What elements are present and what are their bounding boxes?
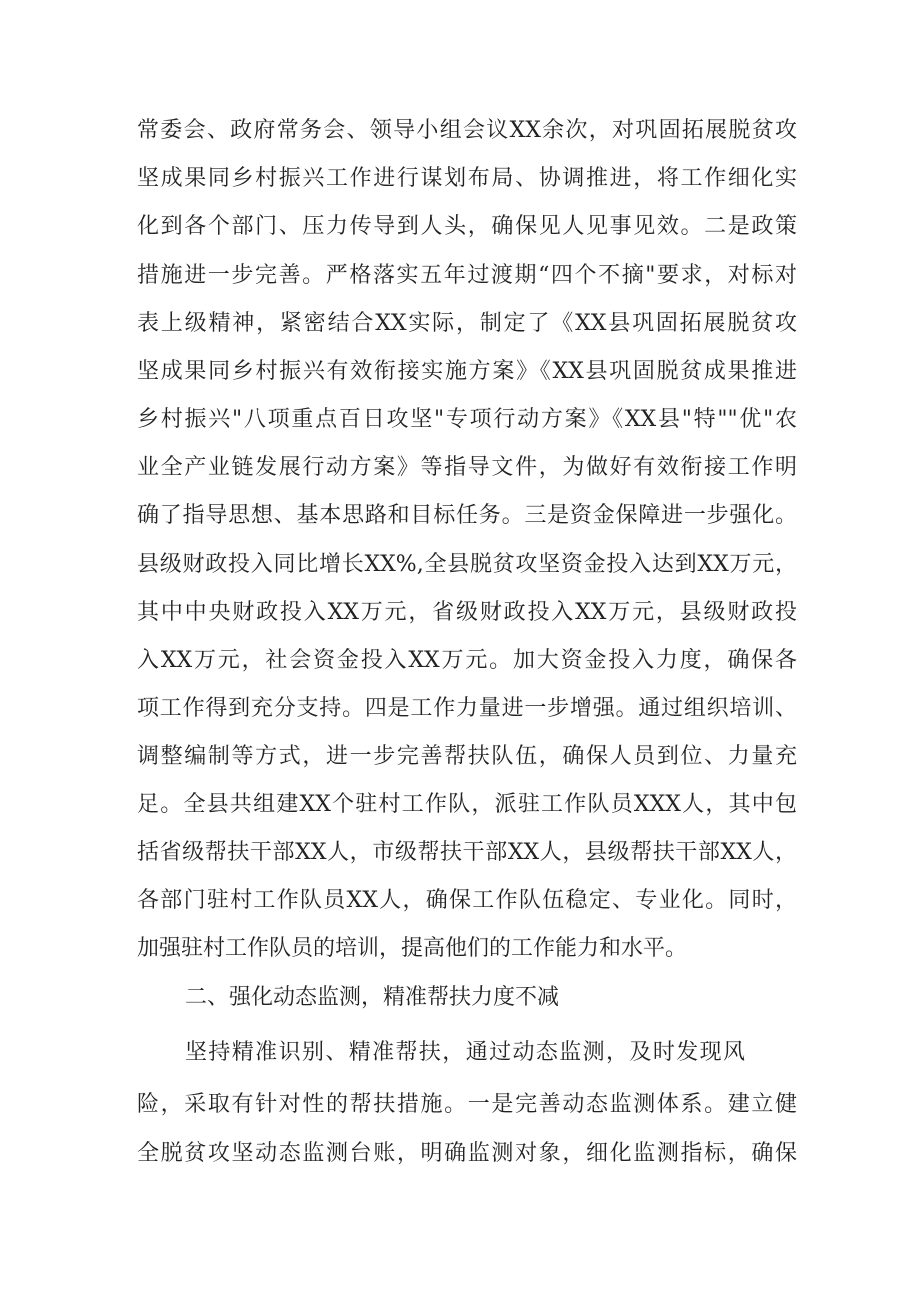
body-text-line: 表上级精神，紧密结合XX实际，制定了《XX县巩固拓展脱贫攻 [137,311,797,336]
body-text-line: 坚成果同乡村振兴工作进行谋划布局、协调推进，将工作细化实 [137,166,797,191]
body-text-line: 坚成果同乡村振兴有效衔接实施方案》《XX县巩固脱贫成果推进 [137,359,797,384]
body-text-line: 险，采取有针对性的帮扶措施。一是完善动态监测体系。建立健 [137,1092,797,1117]
body-text-line: 乡村振兴"八项重点百日攻坚"专项行动方案》《XX县"特""优"农 [137,407,797,432]
body-text-line: 措施进一步完善。严格落实五年过渡期“四个不摘"要求，对标对 [137,263,797,288]
body-text-line: 入XX万元，社会资金投入XX万元。加大资金投入力度，确保各 [137,648,797,673]
body-text-line: 确了指导思想、基本思路和目标任务。三是资金保障进一步强化。 [137,503,797,528]
paragraph-first-line: 坚持精准识别、精准帮扶，通过动态监测，及时发现风 [185,1040,745,1065]
body-text-line: 各部门驻村工作队员XX人，确保工作队伍稳定、专业化。同时， [137,888,797,913]
body-text-line: 全脱贫攻坚动态监测台账，明确监测对象，细化监测指标，确保 [137,1141,797,1166]
body-text-line: 加强驻村工作队员的培训，提高他们的工作能力和水平。 [137,936,688,961]
body-text-line: 其中中央财政投入XX万元，省级财政投入XX万元，县级财政投 [137,600,797,625]
body-text-line: 业全产业链发展行动方案》等指导文件，为做好有效衔接工作明 [137,455,797,480]
body-text-line: 常委会、政府常务会、领导小组会议XX余次，对巩固拓展脱贫攻 [137,118,797,143]
body-text-line: 县级财政投入同比增长XX%,全县脱贫攻坚资金投入达到XX万元， [137,552,797,577]
body-text-line: 括省级帮扶干部XX人，市级帮扶干部XX人，县级帮扶干部XX人， [137,840,797,865]
body-text-line: 足。全县共组建XX个驻村工作队，派驻工作队员XXX人，其中包 [137,792,797,817]
body-text-line: 调整编制等方式，进一步完善帮扶队伍，确保人员到位、力量充 [137,744,797,769]
body-text-line: 化到各个部门、压力传导到人头，确保见人见事见效。二是政策 [137,214,797,239]
section-heading: 二、强化动态监测，精准帮扶力度不减 [185,985,560,1010]
body-text-line: 项工作得到充分支持。四是工作力量进一步增强。通过组织培训、 [137,696,797,721]
